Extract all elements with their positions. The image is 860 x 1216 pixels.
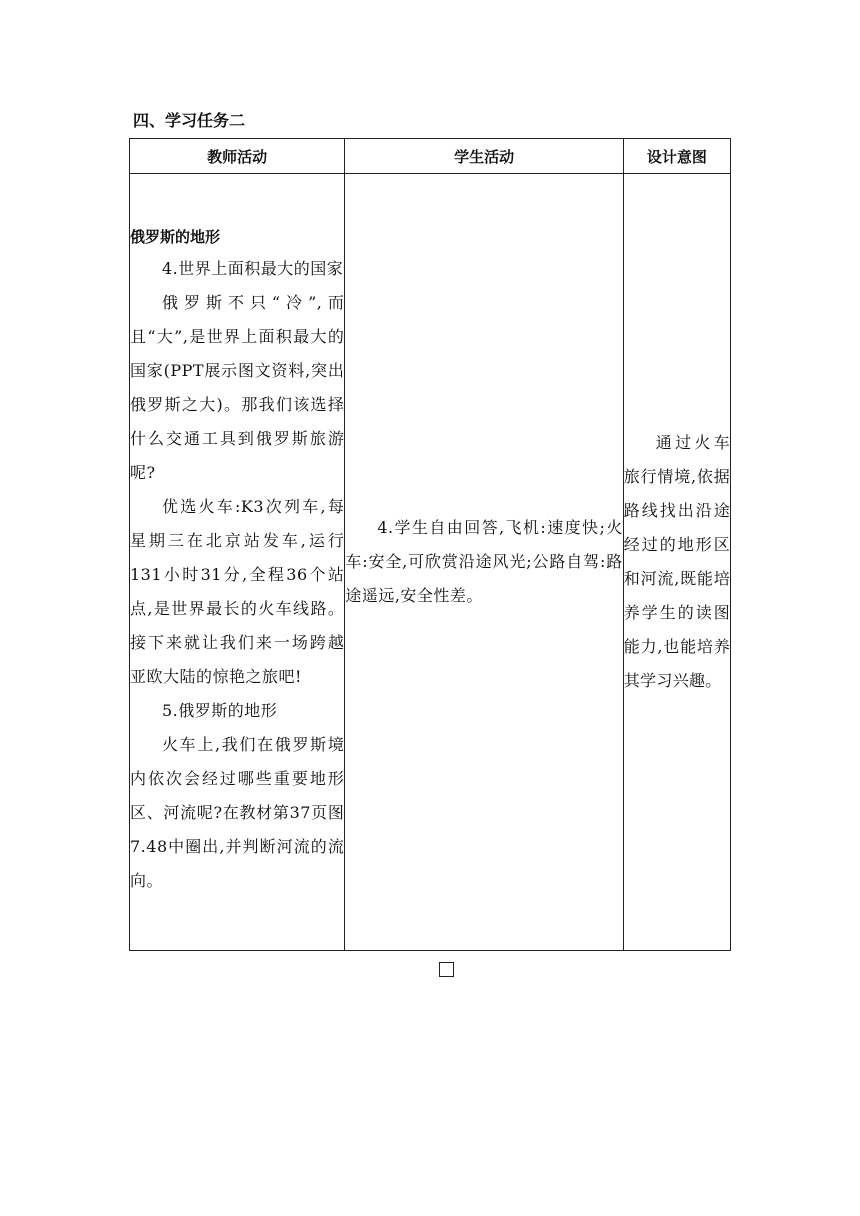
- lesson-plan-table: [129, 138, 731, 951]
- header-student-activity: 学生活动: [345, 139, 623, 174]
- section-title: 四、学习任务二: [133, 111, 246, 130]
- table-row: [130, 174, 731, 951]
- teacher-paragraph: 4.世界上面积最大的国家: [162, 259, 344, 278]
- student-activity-cell: [345, 174, 623, 951]
- teacher-paragraph: 优选火车:K3次列车,每星期三在北京站发车,运行131小时31分,全程36个站点,是世界最长的火车线路。接下来就让我们来一场跨越亚欧大陆的惊艳之旅吧!: [130, 497, 345, 686]
- teacher-activity-cell: [130, 174, 345, 951]
- teacher-paragraph: 俄罗斯不只“冷”,而且“大”,是世界上面积最大的国家(PPT展示图文资料,突出俄罗斯之大)。那我们该选择什么交通工具到俄罗斯旅游呢?: [130, 293, 345, 482]
- design-intent-cell: [623, 174, 730, 951]
- teacher-paragraph: 5.俄罗斯的地形: [162, 701, 278, 720]
- header-design-intent: 设计意图: [623, 139, 730, 174]
- design-intent-text: 通过火车旅行情境,依据路线找出沿途经过的地形区和河流,既能培养学生的读图能力,也能培养其学习兴趣。: [623, 433, 730, 690]
- square-marker-icon: [439, 962, 454, 977]
- teacher-paragraph: 火车上,我们在俄罗斯境内依次会经过哪些重要地形区、河流呢?在教材第37页图7.48中圈出,并判断河流的流向。: [130, 735, 345, 890]
- student-activity-text: 4.学生自由回答,飞机:速度快;火车:安全,可欣赏沿途风光;公路自驾:路途遥远,安全性差。: [345, 518, 623, 605]
- header-teacher-activity: 教师活动: [130, 139, 345, 174]
- teacher-topic-title: 俄罗斯的地形: [130, 228, 221, 246]
- table-header-row: [130, 139, 731, 174]
